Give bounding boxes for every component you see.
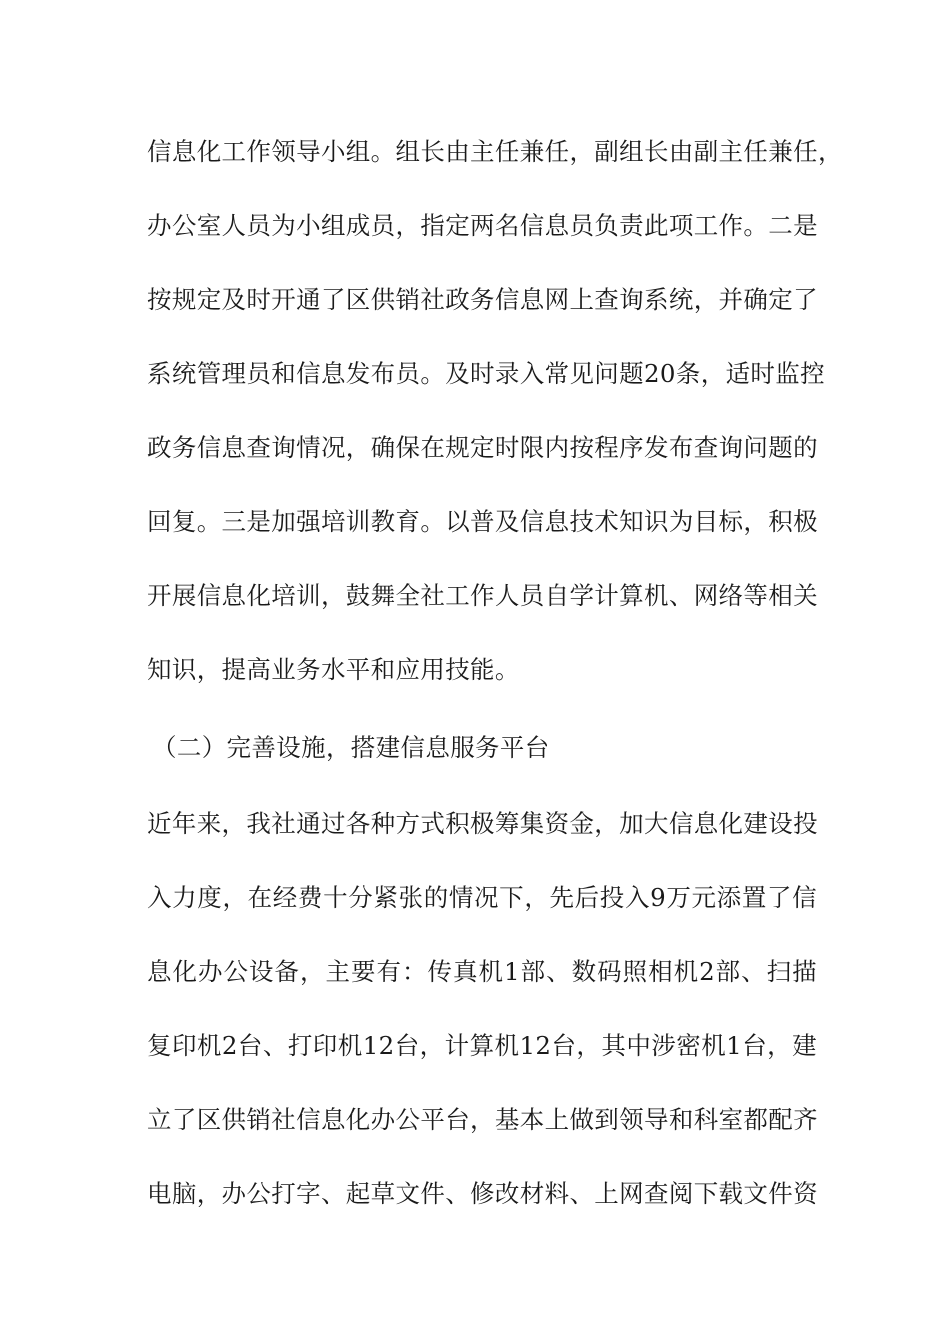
paragraph-line: 回复。三是加强培训教育。以普及信息技术知识为目标，积极 (147, 507, 818, 536)
paragraph-line: 立了区供销社信息化办公平台，基本上做到领导和科室都配齐 (147, 1105, 818, 1134)
paragraph-line: 系统管理员和信息发布员。及时录入常见问题20条，适时监控 (147, 359, 825, 388)
section-heading: （二）完善设施，搭建信息服务平台 (152, 733, 550, 762)
paragraph-line: 近年来，我社通过各种方式积极筹集资金，加大信息化建设投 (147, 809, 818, 838)
paragraph-line: 息化办公设备，主要有：传真机1部、数码照相机2部、扫描 (147, 957, 817, 986)
paragraph-line: 复印机2台、打印机12台，计算机12台，其中涉密机1台，建 (147, 1031, 817, 1060)
paragraph-line: 入力度，在经费十分紧张的情况下，先后投入9万元添置了信 (147, 883, 817, 912)
paragraph-line: 电脑，办公打字、起草文件、修改材料、上网查阅下载文件资 (147, 1179, 818, 1208)
paragraph-line-last: 知识，提高业务水平和应用技能。 (147, 655, 520, 684)
paragraph-line: 开展信息化培训，鼓舞全社工作人员自学计算机、网络等相关 (147, 581, 818, 610)
paragraph-line: 信息化工作领导小组。组长由主任兼任，副组长由副主任兼任， (147, 137, 843, 166)
paragraph-line: 按规定及时开通了区供销社政务信息网上查询系统，并确定了 (147, 285, 818, 314)
paragraph-line: 办公室人员为小组成员，指定两名信息员负责此项工作。二是 (147, 211, 818, 240)
paragraph-line: 政务信息查询情况，确保在规定时限内按程序发布查询问题的 (147, 433, 818, 462)
